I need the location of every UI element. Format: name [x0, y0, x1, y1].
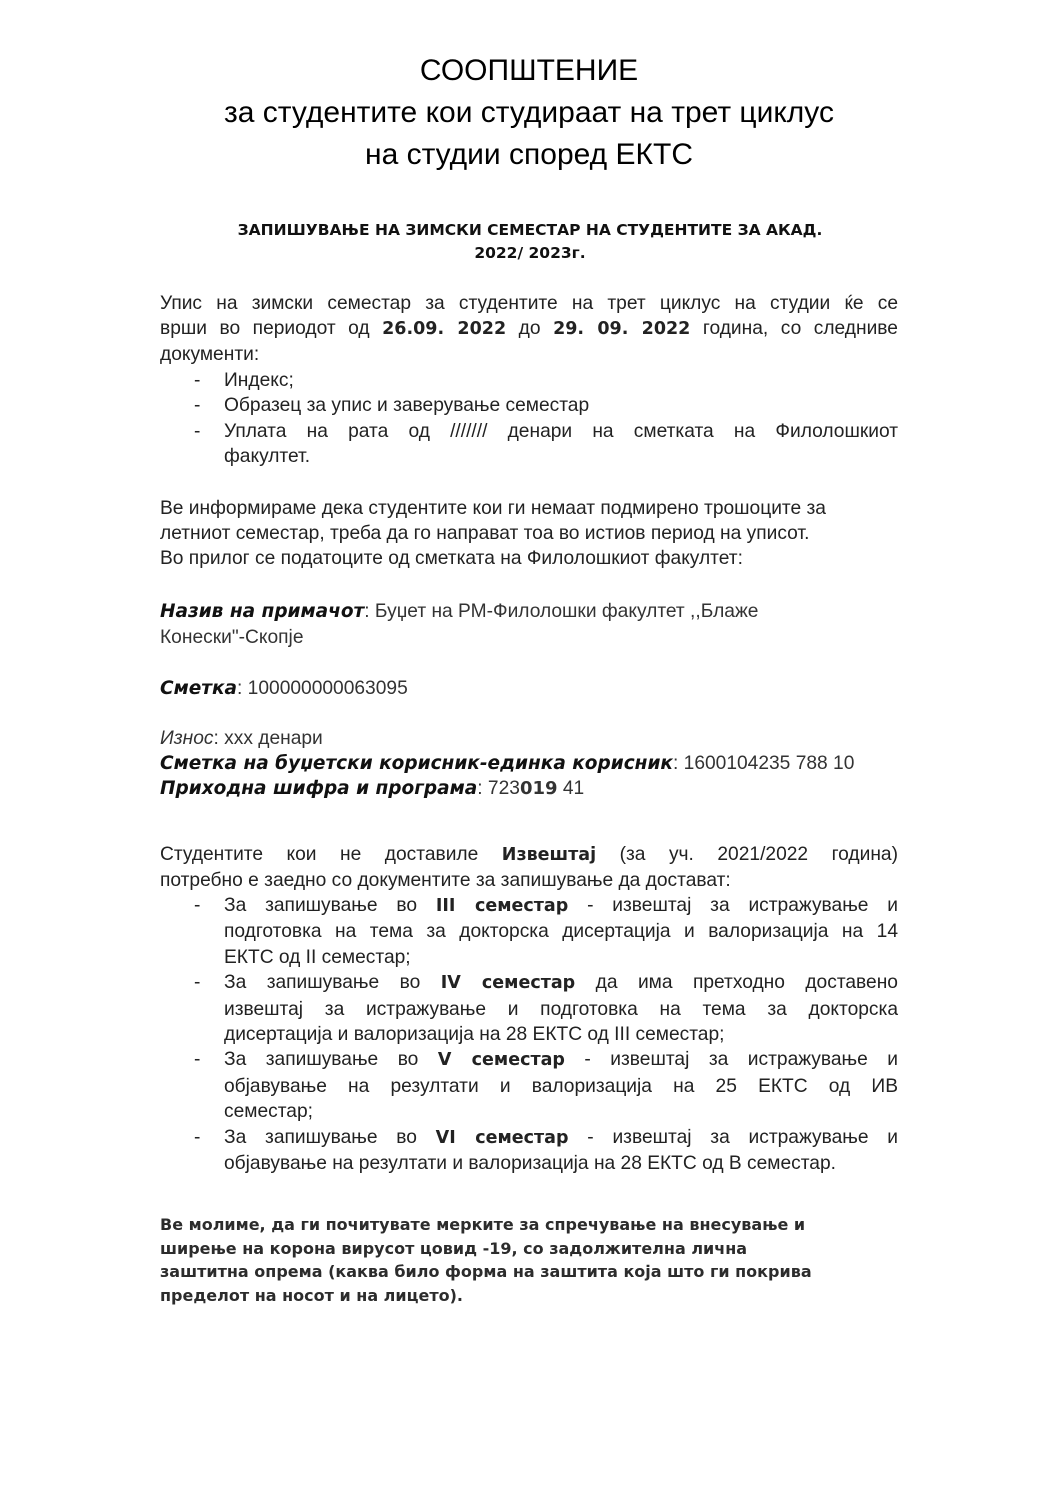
recipient-row-continued — [160, 625, 898, 650]
info-line: Во прилог се податоците од сметката на Филолошкиот факултет: — [160, 548, 743, 569]
section-heading: ЗАПИШУВАЊЕ НА ЗИМСКИ СЕМЕСТАР НА СТУДЕНТИТЕ ЗА АКАД. — [237, 221, 823, 239]
revenue-code-suffix: 41 — [557, 778, 585, 799]
revenue-code-value: : 723 — [477, 778, 520, 799]
list-item-text: семестар; — [224, 1101, 313, 1123]
notice-line: пределот на носот и на лицето). — [160, 1285, 463, 1305]
date-from: 26.09. 2022 — [382, 319, 507, 339]
amount-row — [160, 726, 898, 751]
document-title-line-2: за студентите кои студираат на трет циклус — [224, 96, 834, 129]
bullet-dash: - — [194, 1049, 201, 1071]
enrollment-line: Упис на зимски семестар за студентите на трет циклус на студии ќе се — [160, 293, 898, 314]
list-item-text: - извештај за истражување и — [584, 1049, 899, 1071]
recipient-value-continued: Конески"-Скопје — [160, 627, 304, 648]
info-line: летниот семестар, треба да го направат тоа во истиов период на уписот. — [160, 523, 810, 544]
list-item-text: извештај за истражување и подготовка на тема за докторска — [224, 998, 898, 1020]
list-item — [160, 368, 898, 393]
recipient-row — [160, 599, 898, 624]
account-label: Сметка — [160, 678, 238, 699]
enrollment-paragraph — [160, 291, 898, 367]
account-row — [160, 676, 898, 701]
revenue-code-program: 019 — [519, 778, 558, 799]
report-keyword: Извештај — [501, 845, 597, 865]
period-end-text: година, со следниве — [702, 318, 898, 339]
semester-keyword: V семестар — [437, 1050, 565, 1071]
revenue-code-label: Приходна шифра и програма — [160, 778, 478, 799]
list-item-text: Уплата на рата од /////// денари на сметката на Филолошкиот — [224, 420, 898, 442]
info-line: Ве информираме дека студентите кои ги немаат подмирено трошоците за — [160, 498, 826, 519]
bullet-dash: - — [194, 895, 201, 916]
recipient-value: : Буџет на РМ-Филолошки факултет ,,Блаже — [364, 601, 759, 622]
revenue-code-row — [160, 776, 898, 801]
account-value: : 100000000063095 — [237, 678, 408, 699]
report-requirements-list — [160, 893, 898, 1176]
notice-line: Ве молиме, да ги почитувате мерките за спречување на внесување и — [160, 1215, 806, 1234]
list-item-text: За запишување во — [224, 1126, 417, 1148]
list-item-text: факултет. — [224, 446, 311, 468]
list-item-first-line — [224, 893, 898, 919]
bullet-dash: - — [194, 1126, 201, 1148]
amount-label: Износ — [160, 728, 214, 749]
notice-line: ширење на корона вирусот цовид -19, со задолжителна лична — [160, 1238, 748, 1258]
recipient-label: Назив на примачот — [160, 601, 365, 622]
list-item — [160, 419, 898, 470]
report-year-text: (за уч. 2021/2022 година) — [619, 844, 898, 865]
list-item-text: Образец за упис и заверување семестар — [224, 395, 590, 417]
list-item-first-line — [224, 1125, 898, 1151]
bullet-dash: - — [194, 972, 201, 994]
budget-account-row — [160, 751, 898, 776]
list-item-first-line — [224, 970, 898, 996]
bullet-dash: - — [194, 370, 201, 391]
date-to: 29. 09. 2022 — [553, 319, 691, 339]
list-item — [160, 1125, 898, 1177]
report-intro-line-2: потребно е заедно со документите за запишување да достават: — [160, 870, 731, 891]
list-item-text: да има претходно доставено — [595, 972, 898, 994]
semester-keyword: IV семестар — [440, 973, 576, 994]
amount-value: : ххх денари — [213, 728, 323, 749]
list-item — [160, 893, 898, 970]
semester-keyword: VI семестар — [435, 1127, 569, 1148]
covid-notice — [160, 1213, 920, 1307]
budget-account-value: : 1600104235 788 10 — [672, 753, 855, 774]
list-item-text: За запишување во — [224, 895, 418, 916]
document-title: СООПШТЕНИЕ — [419, 54, 639, 87]
report-paragraph — [160, 842, 898, 893]
document-title-line-3: на студии според ЕКТС — [365, 138, 693, 171]
list-item-text: ЕКТС од II семестар; — [224, 946, 411, 968]
info-paragraph — [160, 496, 898, 571]
bullet-dash: - — [194, 395, 201, 417]
report-intro-line — [160, 842, 898, 868]
list-item — [160, 970, 898, 1047]
period-text: врши во периодот од — [160, 318, 370, 339]
list-item-text: Индекс; — [224, 370, 294, 391]
bullet-dash: - — [194, 420, 201, 442]
list-item-text: подготовка на тема за докторска дисертација и валоризација на 14 — [224, 921, 898, 943]
semester-keyword: III семестар — [435, 896, 569, 916]
list-item-text: објавување на резултати и валоризација на 25 ЕКТС од ИВ — [224, 1075, 898, 1097]
list-item-first-line — [224, 1047, 898, 1073]
list-item — [160, 1047, 898, 1124]
list-item-text: - извештај за истражување и — [587, 895, 898, 916]
list-item-text: дисертација и валоризација на 28 ЕКТС од III семестар; — [224, 1024, 725, 1046]
list-item-text: За запишување во — [224, 972, 421, 994]
list-item-text: - извештај за истражување и — [587, 1126, 898, 1148]
notice-line: заштитна опрема (каква било форма на заштита која што ги покрива — [160, 1262, 812, 1281]
section-heading-year: 2022/ 2023г. — [474, 244, 586, 262]
documents-intro: документи: — [160, 344, 260, 365]
period-to-text: до — [518, 318, 541, 339]
list-item-text: За запишување во — [224, 1049, 419, 1071]
list-item-text: објавување на резултати и валоризација на 28 ЕКТС од В семестар. — [224, 1153, 836, 1175]
enrollment-period-line — [160, 316, 898, 342]
report-intro-text: Студентите кои не доставиле — [160, 844, 479, 865]
list-item — [160, 393, 898, 418]
budget-account-label: Сметка на буџетски корисник-единка корисник — [160, 753, 673, 774]
documents-list — [160, 368, 898, 470]
